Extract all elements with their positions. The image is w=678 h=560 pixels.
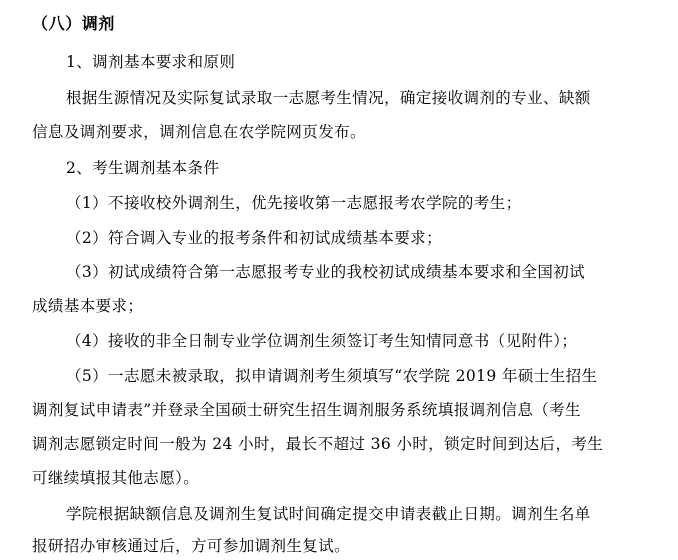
condition-5-line: 调剂志愿锁定时间一般为 24 小时，最长不超过 36 小时，锁定时间到达后，考生: [32, 435, 604, 453]
condition-2: （2）符合调入专业的报考条件和初试成绩基本要求；: [66, 229, 442, 247]
condition-3-line: （3）初试成绩符合第一志愿报考专业的我校初试成绩基本要求和全国初试: [66, 263, 586, 281]
closing-paragraph-line: 报研招办审核通过后，方可参加调剂生复试。: [32, 537, 351, 555]
item1-paragraph-line: 根据生源情况及实际复试录取一志愿考生情况，确定接收调剂的专业、缺额: [66, 89, 591, 107]
condition-5-line: （5）一志愿未被录取，拟申请调剂考生须填写“农学院 2019 年硕士生招生: [66, 367, 598, 385]
closing-paragraph-line: 学院根据缺额信息及调剂生复试时间确定提交申请表截止日期。调剂生名单: [66, 505, 591, 523]
condition-4: （4）接收的非全日制专业学位调剂生须签订考生知情同意书（见附件）；: [66, 332, 578, 350]
item1-paragraph-line: 信息及调剂要求，调剂信息在农学院网页发布。: [32, 123, 366, 141]
condition-5-line: 调剂复试申请表”并登录全国硕士研究生招生调剂服务系统填报调剂信息（考生: [32, 401, 581, 419]
condition-3-line: 成绩基本要求；: [32, 297, 144, 315]
condition-5-line: 可继续填报其他志愿）。: [32, 469, 200, 487]
item1-heading: 1、调剂基本要求和原则: [66, 53, 236, 71]
condition-1: （1）不接收校外调剂生，优先接收第一志愿报考农学院的考生；: [66, 194, 522, 212]
item2-heading: 2、考生调剂基本条件: [66, 159, 220, 177]
section-title: （八）调剂: [32, 14, 116, 33]
